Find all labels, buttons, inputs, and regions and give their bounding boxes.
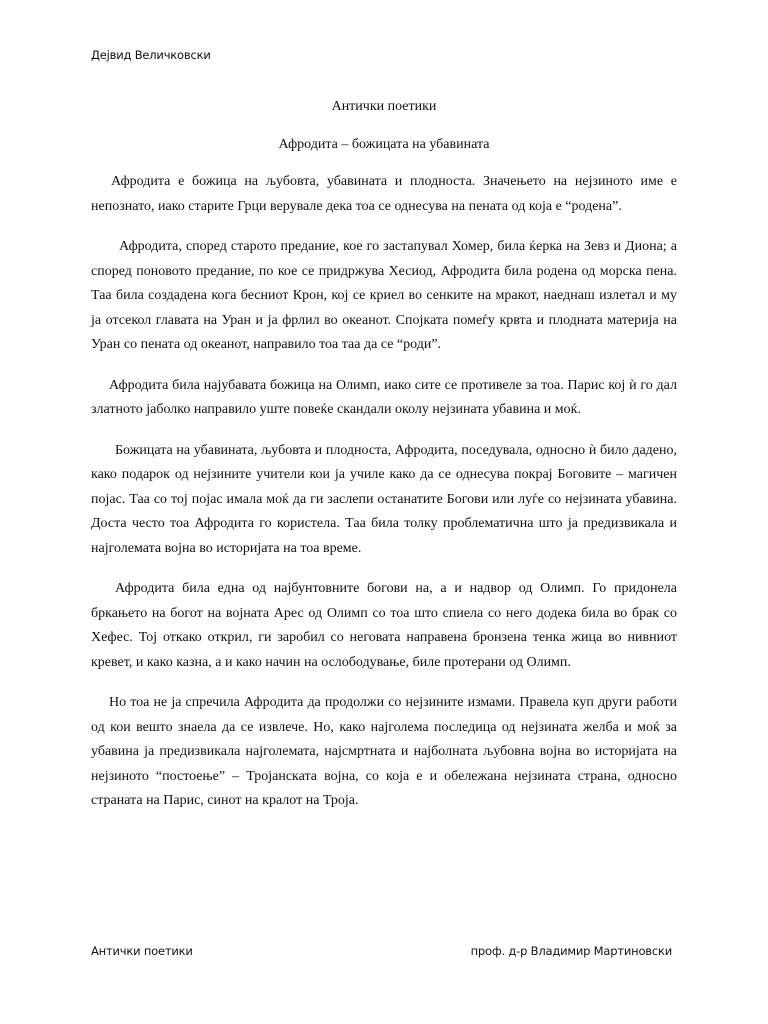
footer-course: Антички поетики (91, 944, 193, 958)
paragraph-2: Афродита, според старото предание, кое го застапувал Хомер, била ќерка на Зевз и Диона; а според поновото предание, по кое се придржува Хесиод, Афродита била родена од морска пена. Таа била создадена кога бесниот Крон, кој се криел во сенките на мракот, наеднаш излетал и му ја отсекол главата на Уран и ја фрлил во океанот. Спојката помеѓу крвта и плодната материја на Уран со пената од океанот, направило тоа таа да се “роди”. (91, 239, 677, 352)
paragraph-5: Афродита била една од најбунтовните богови на, а и надвор од Олимп. Го придонела бркањето на богот на војната Арес од Олимп со тоа што спиела со него додека била во брак со Хефес. Тој откако открил, ги заробил со неговата направена бронзена тенка жица во нивниот кревет, и како казна, а и како начин на ослободување, биле протерани од Олимп. (91, 581, 677, 670)
document-title: Антички поетики (331, 99, 437, 114)
document-body (91, 170, 677, 830)
paragraph-4: Божицата на убавината, љубовта и плодноста, Афродита, поседувала, односно ѝ било дадено, како подарок од нејзините учители кои ја училе како да се однесува покрај Боговите – магичен појас. Таа со тој појас имала моќ да ги заслепи останатите Богови или луѓе со нејзината убавина. Доста често тоа Афродита го користела. Таа била толку проблематична што ја предизвикала и најголемата војна во историјата на тоа време. (91, 442, 677, 556)
paragraph-1: Афродита е божица на љубовта, убавината и плодноста. Значењето на нејзиното име е непознато, иако старите Грци верувале дека тоа се однесува на пената од која е “родена”. (91, 174, 677, 214)
paragraph-3: Афродита била најубавата божица на Олимп, иако сите се противеле за тоа. Парис кој ѝ го дал златното јаболко направило уште повеќе скандали околу нејзината убавина и моќ. (91, 377, 677, 417)
document-subtitle: Афродита – божицата на убавината (278, 137, 490, 152)
footer-professor: проф. д-р Владимир Мартиновски (470, 944, 672, 958)
paragraph-6: Но тоа не ја спречила Афродита да продолжи со нејзините измами. Правела куп други работи од кои вешто знаела да се извлече. Но, како најголема последица од нејзината желба и моќ за убавина ја предизвикала најголемата, најсмртната и најболната љубовна војна во историјата на нејзиното “постоење” – Тројанската војна, со која е и обележана нејзината страна, односно страната на Парис, синот на кралот на Троја. (91, 695, 677, 808)
header-author: Дејвид Величковски (91, 48, 211, 62)
